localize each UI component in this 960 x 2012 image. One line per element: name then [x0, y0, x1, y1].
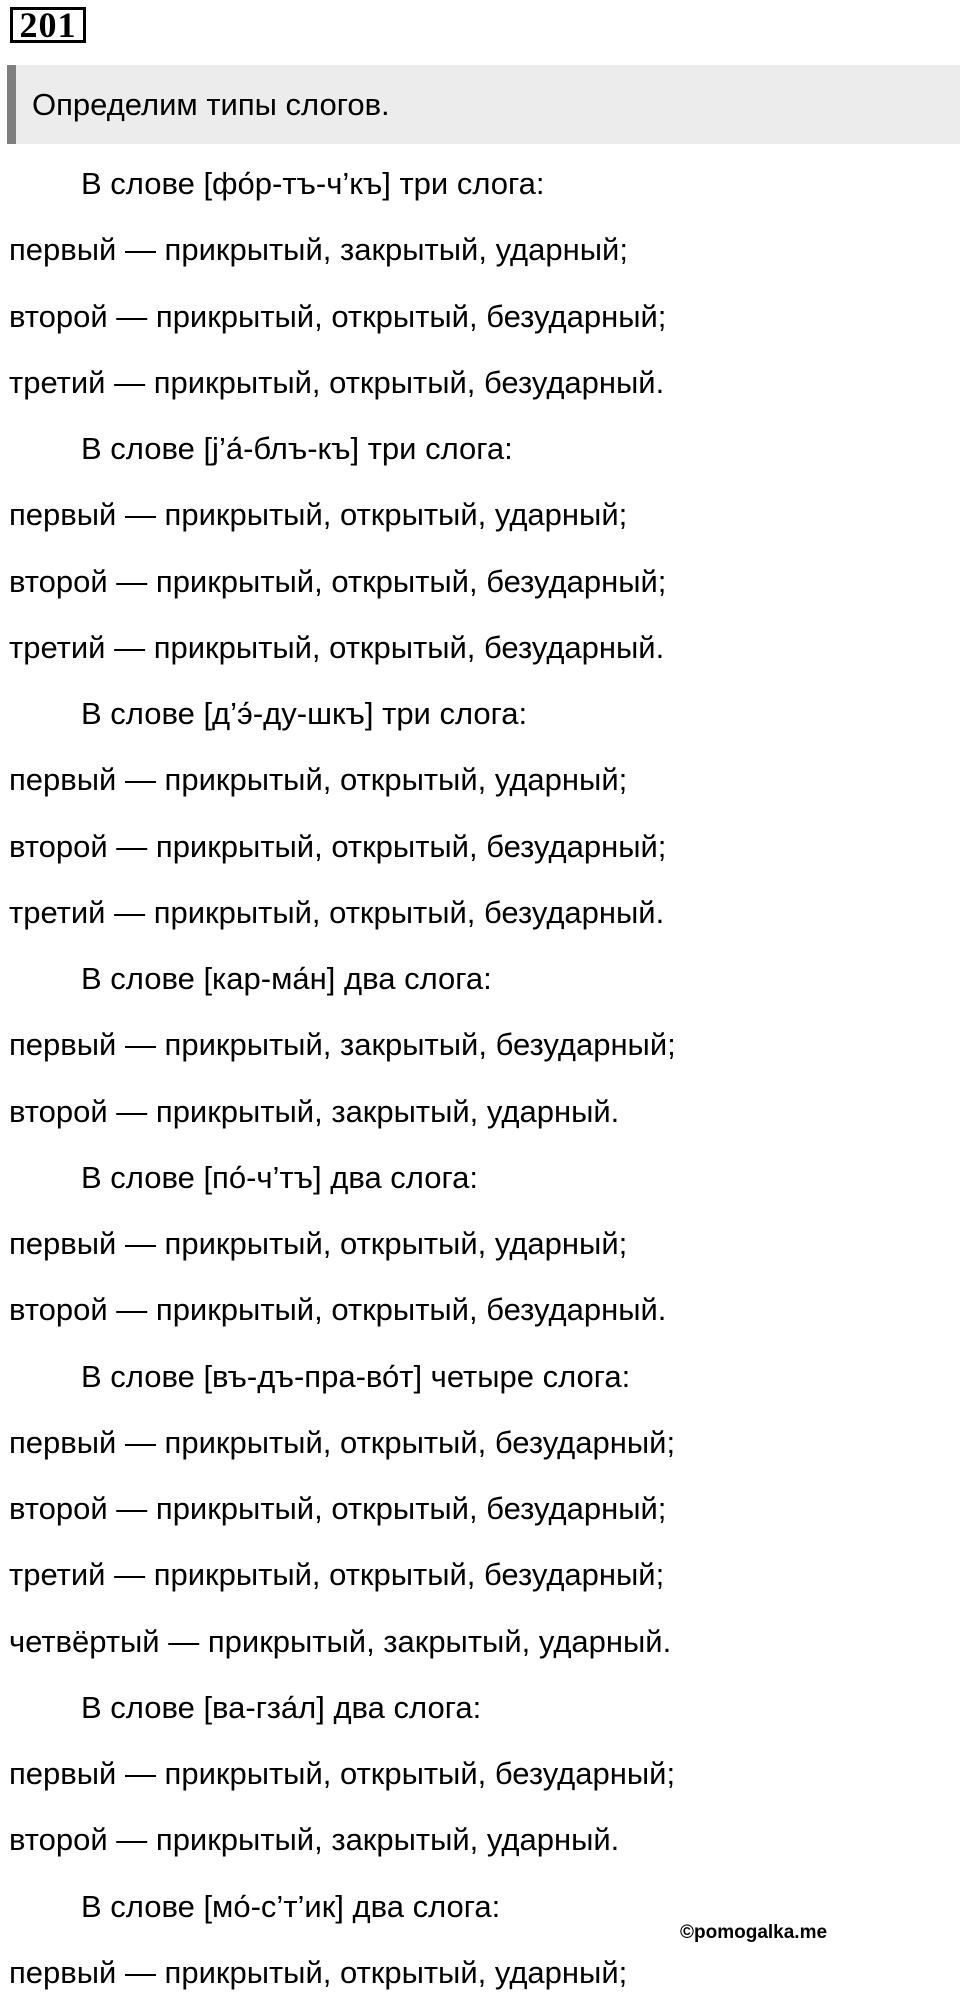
syllable-line: первый — прикрытый, открытый, ударный; [9, 762, 628, 798]
syllable-line: первый — прикрытый, открытый, ударный; [9, 1954, 628, 1990]
syllable-line: второй — прикрытый, закрытый, ударный. [9, 1822, 620, 1858]
word-heading-line: В слове [j’а́-блъ-къ] три слога: [81, 431, 513, 466]
intro-box [7, 65, 960, 144]
syllable-line: третий — прикрытый, открытый, безударный. [9, 894, 665, 930]
syllable-line: первый — прикрытый, открытый, безударный; [9, 1424, 676, 1460]
intro-text: Определим типы слогов. [32, 87, 390, 122]
syllable-line: второй — прикрытый, открытый, безударный; [9, 563, 667, 599]
syllable-analysis [9, 157, 959, 2012]
syllable-line: второй — прикрытый, открытый, безударный; [9, 1491, 667, 1526]
syllable-line: третий — прикрытый, открытый, безударный. [9, 364, 665, 400]
word-heading-line: В слове [по́-ч’тъ] два слога: [81, 1159, 478, 1195]
syllable-line: первый — прикрытый, закрытый, безударный; [9, 1027, 676, 1063]
word-heading-line: В слове [мо́-с’т’ик] два слога: [81, 1888, 501, 1924]
word-heading-line: В слове [кар-ма́н] два слога: [81, 961, 492, 996]
word-heading-line: В слове [фо́р-тъ-ч’къ] три слога: [81, 166, 545, 201]
word-heading-line: В слове [въ-дъ-пра-во́т] четыре слога: [81, 1358, 631, 1394]
syllable-line: четвёртый — прикрытый, закрытый, ударный. [9, 1623, 672, 1659]
syllable-line: третий — прикрытый, открытый, безударный. [9, 629, 665, 665]
word-heading-line: В слове [ва-гза́л] два слога: [81, 1689, 482, 1725]
word-heading-line: В слове [д’э́-ду-шкъ] три слога: [81, 696, 528, 731]
syllable-line: второй — прикрытый, открытый, безударный. [9, 1292, 667, 1328]
syllable-line: первый — прикрытый, закрытый, ударный; [9, 232, 628, 268]
watermark: ©pomogalka.me [680, 1922, 828, 1943]
syllable-line: второй — прикрытый, открытый, безударный; [9, 828, 667, 864]
syllable-line: второй — прикрытый, открытый, безударный; [9, 298, 667, 334]
syllable-line: первый — прикрытый, открытый, ударный; [9, 497, 628, 533]
syllable-line: третий — прикрытый, открытый, безударный; [9, 1557, 665, 1593]
syllable-line: второй — прикрытый, закрытый, ударный. [9, 1093, 620, 1129]
syllable-line: первый — прикрытый, открытый, безударный; [9, 1756, 676, 1791]
task-number: 201 [10, 7, 86, 43]
syllable-line: первый — прикрытый, открытый, ударный; [9, 1226, 628, 1261]
